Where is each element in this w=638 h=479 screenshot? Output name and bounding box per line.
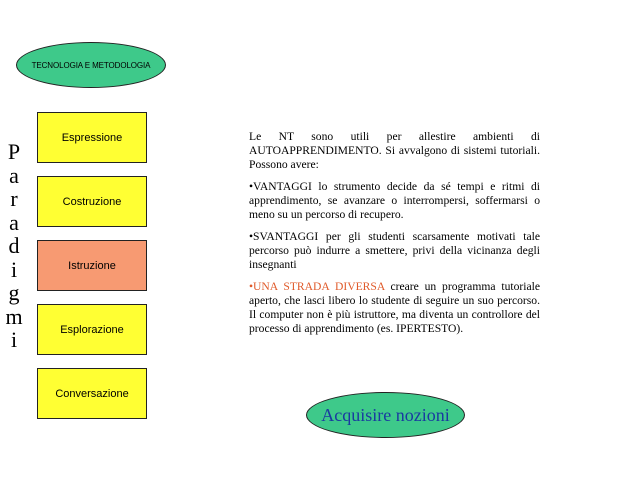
vertical-letter: m [5, 303, 23, 329]
paradigm-box-esplorazione [37, 304, 147, 355]
paradigm-box-label: Espressione [61, 131, 123, 144]
paradigm-box-costruzione [37, 176, 147, 227]
paradigm-box-espressione [37, 112, 147, 163]
paradigm-box-label: Costruzione [62, 195, 122, 208]
paradigm-box-label: Esplorazione [60, 323, 124, 336]
vertical-letter: i [10, 327, 18, 352]
vertical-letter: d [8, 233, 20, 258]
methodology-oval-label: TECNOLOGIA E METODOLOGIA [31, 60, 151, 70]
vertical-letter: g [8, 280, 20, 305]
vertical-letter: i [10, 256, 18, 282]
intro-paragraph: Le NT sono utili per allestire ambienti di AUTOAPPRENDIMENTO. Si avvalgono di sistemi tutoriali. Possono avere: [249, 130, 540, 171]
goal-oval-label: Acquisire nozioni [321, 404, 450, 425]
paradigm-box-label: Istruzione [68, 259, 116, 272]
vantaggi-paragraph: •VANTAGGI lo strumento decide da sé tempi e ritmi di apprendimento, se avanzare o interrompersi, soffermarsi o meno su un percorso di recupero. [249, 180, 540, 221]
vertical-letter: a [9, 162, 19, 188]
methodology-oval [16, 42, 166, 88]
paradigmi-vertical-label [4, 140, 24, 352]
strada-diversa-body: creare un programma tutoriale aperto, che lasci libero lo studente di seguire un suo percorso. Il computer non è più istruttore, ma diventa un controllore del processo di apprendimento (es. IPERTESTO). [249, 280, 540, 335]
goal-oval [306, 392, 465, 438]
vertical-letter: a [9, 209, 19, 235]
description-text [249, 130, 540, 344]
strada-diversa-heading: •UNA STRADA DIVERSA [249, 280, 385, 293]
vertical-letter: P [7, 139, 21, 164]
paradigm-box-istruzione [37, 240, 147, 291]
paradigm-box-label: Conversazione [55, 387, 129, 400]
vertical-letter: r [10, 186, 18, 211]
svantaggi-paragraph: •SVANTAGGI per gli studenti scarsamente motivati tale percorso può indurre a smettere, privi della vicinanza degli insegnanti [249, 230, 540, 271]
paradigm-box-conversazione [37, 368, 147, 419]
strada-diversa-paragraph [249, 280, 540, 336]
